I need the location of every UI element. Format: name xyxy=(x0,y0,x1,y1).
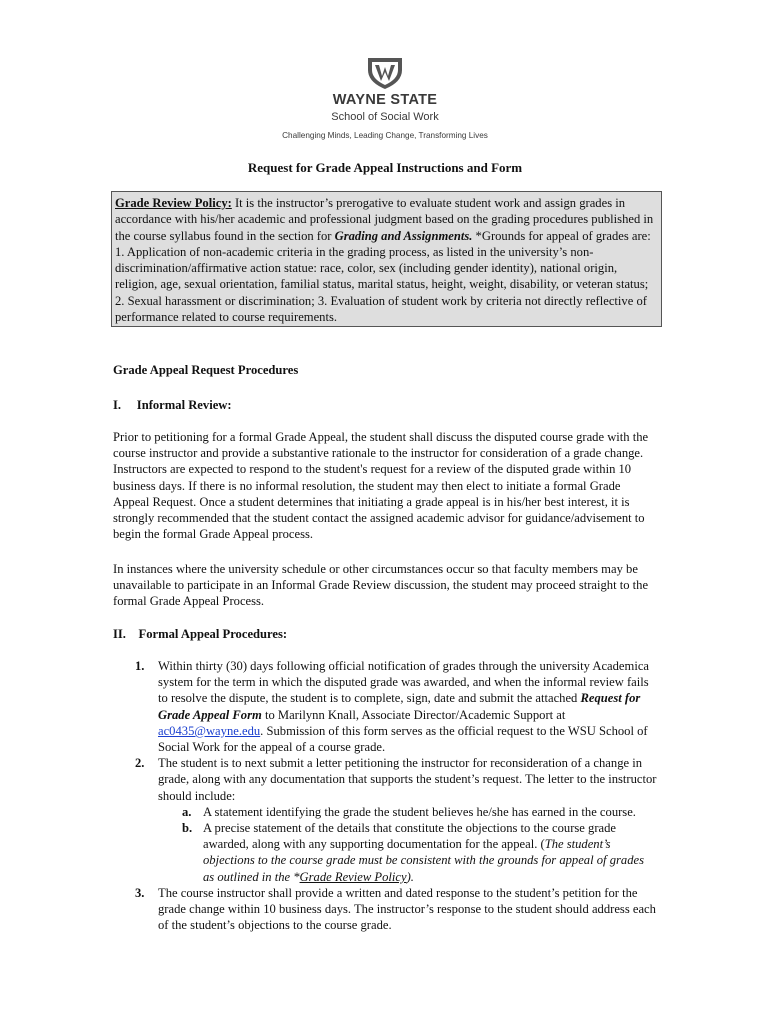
step-2-text: The student is to next submit a letter petitioning the instructor for reconsideration of a change in grade, along with any documentation that supports the student’s request. The letter to the instructor should include: xyxy=(158,756,657,803)
school-name: School of Social Work xyxy=(331,111,439,124)
step-2-number: 2. xyxy=(135,756,145,771)
policy-text-1: It is the instructor’s prerogative to evaluate student work and assign grades in accordance with his/her academic and professional judgment based on the grading procedures published in the course syllabus found in the section for xyxy=(115,196,654,243)
step-3-text: The course instructor shall provide a written and dated response to the student’s petition for the grade change within 10 business days. The instructor’s response to the student should address each of the student’s objections to the course grade. xyxy=(158,885,656,933)
wayne-state-shield-logo xyxy=(365,56,405,90)
step-3 xyxy=(113,885,658,934)
step-2-item-b-italic: The student’s objections to the course grade must be consistent with the grounds for appeal of grades as outlined in the * xyxy=(203,837,644,884)
informal-review-paragraph-1: Prior to petitioning for a formal Grade Appeal, the student shall discuss the disputed course grade with the course instructor and provide a substantive rationale to the instructor for consideration of a grade change. Instructors are expected to respond to the student's request for a review of the disputed grade within 10 business days. If there is no informal resolution, the student may then elect to initiate a formal Grade Appeal Request. Once a student determines that initiating a grade appeal is in his/her best interest, it is strongly recommended that the student contact the assigned academic advisor for guidance/advisement to begin the formal Grade Appeal process. xyxy=(113,430,649,542)
step-2-item-a xyxy=(113,804,658,820)
letterhead xyxy=(0,56,770,145)
request-form-name: Request for Grade Appeal Form xyxy=(158,691,641,722)
policy-emphasis: Grading and Assignments. xyxy=(334,228,473,243)
university-name: WAYNE STATE xyxy=(332,92,438,108)
informal-review-heading: I. Informal Review: xyxy=(113,398,232,412)
step-2-item-b-end: ). xyxy=(406,869,414,884)
step-2-letter-b: b. xyxy=(182,821,193,836)
grade-review-policy-reference: Grade Review Policy xyxy=(299,869,407,884)
step-1-number: 1. xyxy=(135,659,145,673)
step-1-text-c: . Submission of this form serves as the official request to the WSU School of Social Work for the appeal of a course grade. xyxy=(158,723,648,755)
formal-appeal-heading: II. Formal Appeal Procedures: xyxy=(113,627,288,641)
formal-steps-list xyxy=(113,658,658,933)
policy-text-2: *Grounds for appeal of grades are: 1. Application of non-academic criteria in the grading process, as listed in the university’s non-discrimination/affirmative action statue: race, color, sex (including gender identity), national origin, religion, age, sexual orientation, familial status, marital status, height, weight, disability, or veteran status; 2. Sexual harassment or discrimination; 3. Evaluation of student work by criteria not directly reflective of performance related to course requirements. xyxy=(115,228,651,325)
grade-review-policy-box xyxy=(111,191,662,327)
step-1-text-b: to Marilynn Knall, Associate Director/Academic Support at xyxy=(261,707,566,722)
policy-label: Grade Review Policy: xyxy=(115,196,232,210)
step-1 xyxy=(113,658,658,755)
school-tagline: Challenging Minds, Leading Change, Transforming Lives xyxy=(282,131,488,141)
step-2-item-b-text: A precise statement of the details that constitute the objections to the course grade awarded, along with any supporting documentation for the appeal. ( xyxy=(203,821,617,852)
email-link[interactable]: ac0435@wayne.edu xyxy=(158,723,261,738)
step-2-item-a-text: A statement identifying the grade the student believes he/she has earned in the course. xyxy=(203,804,636,819)
informal-review-paragraph-2: In instances where the university schedule or other circumstances occur so that faculty members may be unavailable to participate in an Informal Grade Review discussion, the student may proceed straight to the formal Grade Appeal Process. xyxy=(113,562,649,609)
step-2-letter-a: a. xyxy=(182,804,192,819)
step-2-item-b xyxy=(113,820,658,885)
procedures-heading: Grade Appeal Request Procedures xyxy=(113,363,299,377)
step-3-number: 3. xyxy=(135,885,145,900)
step-2 xyxy=(113,755,658,804)
step-1-text-a: Within thirty (30) days following official notification of grades through the university Academica system for the term in which the disputed grade was awarded, and when the informal review fails to resolve the dispute, the student is to complete, sign, date and submit the attached xyxy=(158,659,649,706)
document-title: Request for Grade Appeal Instructions and Form xyxy=(247,160,523,175)
